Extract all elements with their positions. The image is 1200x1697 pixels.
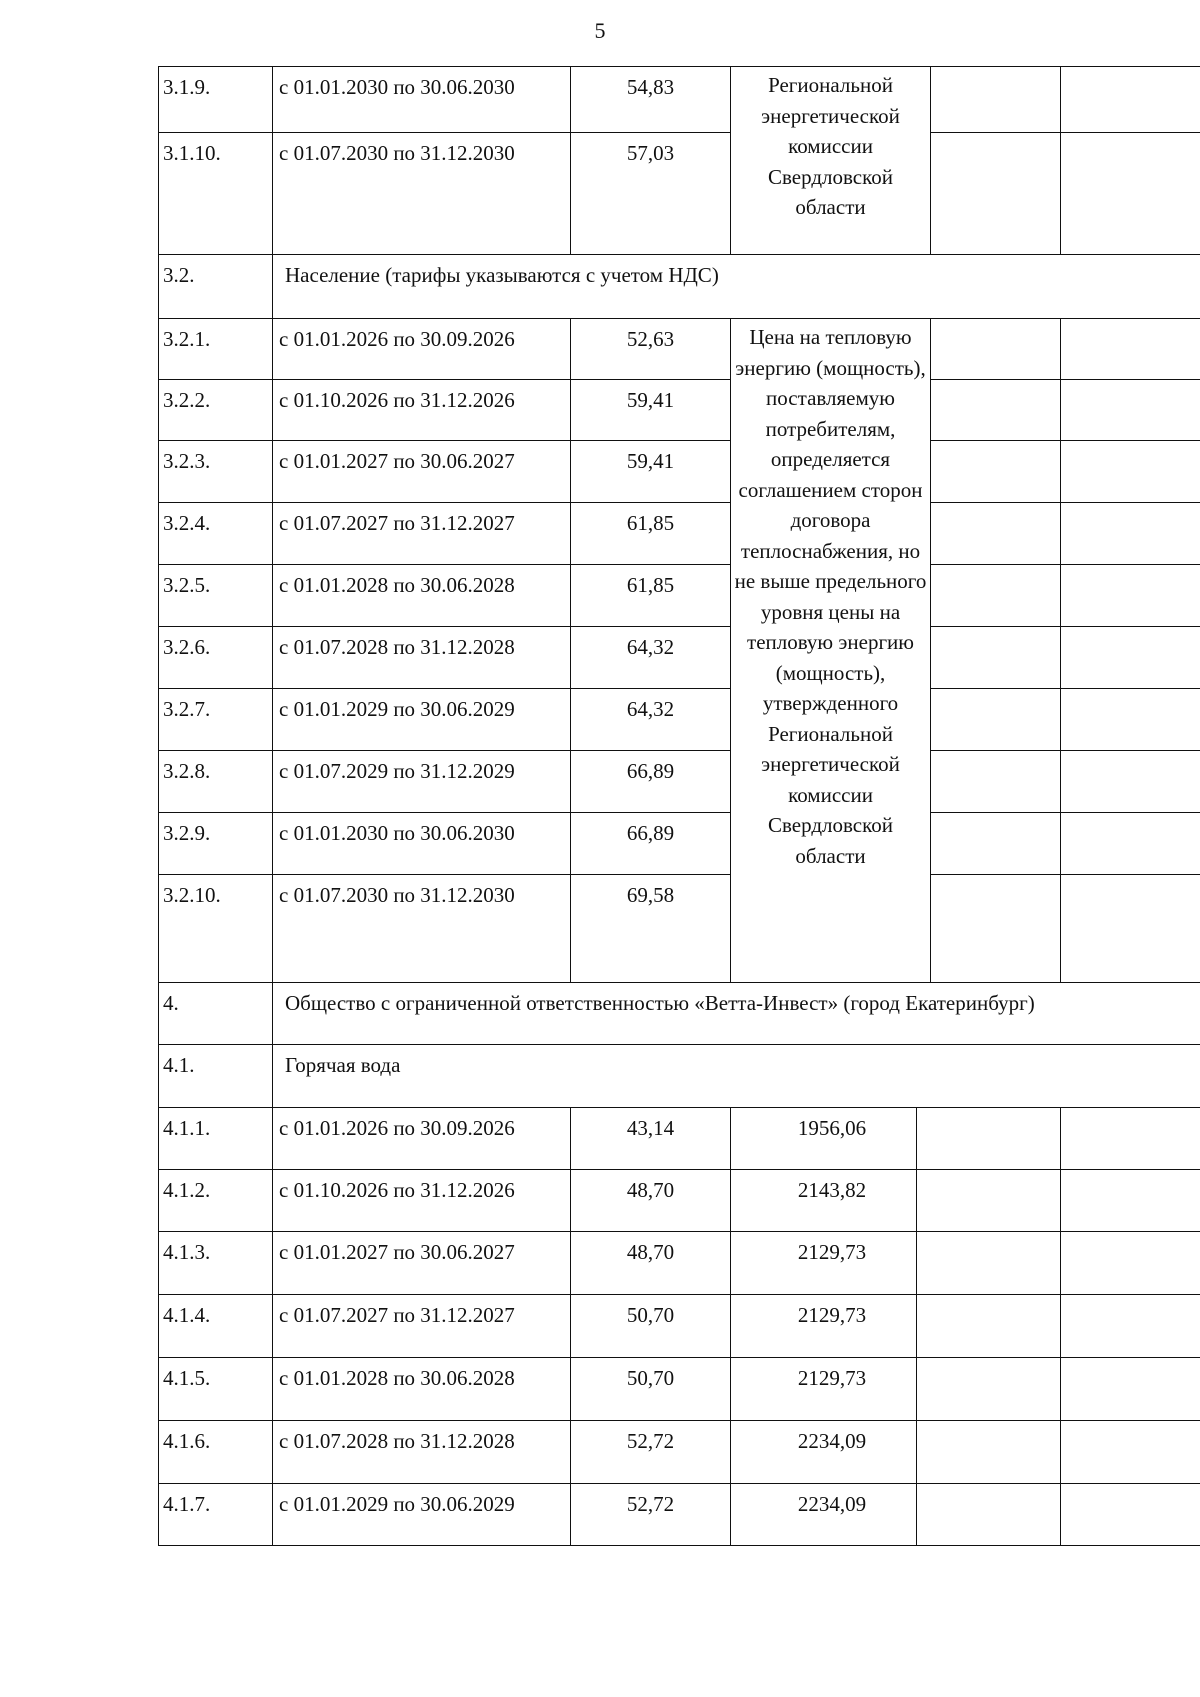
table-row bbox=[159, 1170, 1200, 1232]
table-row bbox=[159, 875, 1200, 983]
section-number: 4.1. bbox=[159, 1045, 273, 1108]
row-number: 3.2.3. bbox=[159, 441, 273, 503]
table-row bbox=[159, 441, 1200, 503]
section-title: Горячая вода bbox=[273, 1045, 1200, 1108]
row-period: с 01.01.2029 по 30.06.2029 bbox=[273, 689, 571, 751]
section-title: Население (тарифы указываются с учетом НДС) bbox=[273, 255, 1200, 319]
row-price: 61,85 bbox=[571, 565, 731, 627]
row-price-component-1: 50,70 bbox=[571, 1358, 731, 1421]
empty-cell bbox=[931, 813, 1061, 875]
row-period: с 01.07.2027 по 31.12.2027 bbox=[273, 1295, 571, 1358]
empty-cell bbox=[917, 1108, 1061, 1170]
empty-cell bbox=[1061, 875, 1200, 983]
row-period: с 01.07.2027 по 31.12.2027 bbox=[273, 503, 571, 565]
row-number: 3.2.1. bbox=[159, 319, 273, 380]
row-period: с 01.01.2030 по 30.06.2030 bbox=[273, 67, 571, 133]
empty-cell bbox=[1061, 565, 1200, 627]
row-price: 64,32 bbox=[571, 627, 731, 689]
table-row bbox=[159, 133, 1200, 255]
empty-cell bbox=[931, 627, 1061, 689]
empty-cell bbox=[931, 875, 1061, 983]
table-row bbox=[159, 1108, 1200, 1170]
empty-cell bbox=[1061, 67, 1200, 133]
row-number: 4.1.3. bbox=[159, 1232, 273, 1295]
table-row bbox=[159, 67, 1200, 133]
row-period: с 01.01.2030 по 30.06.2030 bbox=[273, 813, 571, 875]
table-row bbox=[159, 319, 1200, 380]
empty-cell bbox=[917, 1295, 1061, 1358]
empty-cell bbox=[1061, 627, 1200, 689]
empty-cell bbox=[917, 1170, 1061, 1232]
empty-cell bbox=[1061, 813, 1200, 875]
row-price-component-1: 52,72 bbox=[571, 1421, 731, 1484]
row-price-component-1: 52,72 bbox=[571, 1484, 731, 1546]
table-row bbox=[159, 1421, 1200, 1484]
row-number: 3.2.10. bbox=[159, 875, 273, 983]
empty-cell bbox=[1061, 689, 1200, 751]
empty-cell bbox=[1061, 319, 1200, 380]
row-price: 52,63 bbox=[571, 319, 731, 380]
section-header-row bbox=[159, 255, 1200, 319]
row-period: с 01.07.2029 по 31.12.2029 bbox=[273, 751, 571, 813]
empty-cell bbox=[931, 751, 1061, 813]
empty-cell bbox=[1061, 133, 1200, 255]
row-period: с 01.01.2026 по 30.09.2026 bbox=[273, 319, 571, 380]
table-row bbox=[159, 565, 1200, 627]
row-number: 3.2.6. bbox=[159, 627, 273, 689]
table-row bbox=[159, 689, 1200, 751]
section-number: 3.2. bbox=[159, 255, 273, 319]
row-number: 3.1.10. bbox=[159, 133, 273, 255]
row-price-component-2: 1956,06 bbox=[731, 1108, 917, 1170]
section-header-row bbox=[159, 1045, 1200, 1108]
empty-cell bbox=[917, 1421, 1061, 1484]
empty-cell bbox=[931, 133, 1061, 255]
empty-cell bbox=[931, 319, 1061, 380]
table-row bbox=[159, 1295, 1200, 1358]
row-price-component-2: 2143,82 bbox=[731, 1170, 917, 1232]
row-price: 66,89 bbox=[571, 751, 731, 813]
row-number: 3.2.2. bbox=[159, 380, 273, 441]
row-price-component-2: 2129,73 bbox=[731, 1358, 917, 1421]
section-title: Общество с ограниченной ответственностью «Ветта-Инвест» (город Екатеринбург) bbox=[273, 983, 1200, 1045]
row-period: с 01.10.2026 по 31.12.2026 bbox=[273, 1170, 571, 1232]
row-price: 64,32 bbox=[571, 689, 731, 751]
row-period: с 01.10.2026 по 31.12.2026 bbox=[273, 380, 571, 441]
row-number: 3.1.9. bbox=[159, 67, 273, 133]
tariff-table bbox=[158, 66, 1200, 1546]
row-price: 69,58 bbox=[571, 875, 731, 983]
row-period: с 01.07.2030 по 31.12.2030 bbox=[273, 875, 571, 983]
empty-cell bbox=[931, 380, 1061, 441]
empty-cell bbox=[1061, 1108, 1200, 1170]
section-number: 4. bbox=[159, 983, 273, 1045]
row-price-component-2: 2234,09 bbox=[731, 1421, 917, 1484]
row-price: 54,83 bbox=[571, 67, 731, 133]
empty-cell bbox=[1061, 1295, 1200, 1358]
row-period: с 01.07.2028 по 31.12.2028 bbox=[273, 1421, 571, 1484]
empty-cell bbox=[1061, 751, 1200, 813]
empty-cell bbox=[1061, 1232, 1200, 1295]
table-row bbox=[159, 1484, 1200, 1546]
empty-cell bbox=[917, 1484, 1061, 1546]
price-note-cell: Региональной энергетической комиссии Свердловской области bbox=[731, 67, 931, 255]
empty-cell bbox=[931, 689, 1061, 751]
empty-cell bbox=[1061, 1358, 1200, 1421]
row-price: 59,41 bbox=[571, 380, 731, 441]
row-number: 3.2.7. bbox=[159, 689, 273, 751]
table-row bbox=[159, 813, 1200, 875]
row-price-component-1: 48,70 bbox=[571, 1232, 731, 1295]
row-price: 61,85 bbox=[571, 503, 731, 565]
row-price: 66,89 bbox=[571, 813, 731, 875]
empty-cell bbox=[931, 565, 1061, 627]
row-number: 4.1.4. bbox=[159, 1295, 273, 1358]
table-row bbox=[159, 503, 1200, 565]
empty-cell bbox=[1061, 1170, 1200, 1232]
section-header-row bbox=[159, 983, 1200, 1045]
row-period: с 01.07.2030 по 31.12.2030 bbox=[273, 133, 571, 255]
row-price-component-1: 48,70 bbox=[571, 1170, 731, 1232]
row-period: с 01.01.2027 по 30.06.2027 bbox=[273, 1232, 571, 1295]
row-number: 4.1.2. bbox=[159, 1170, 273, 1232]
empty-cell bbox=[931, 67, 1061, 133]
row-period: с 01.01.2027 по 30.06.2027 bbox=[273, 441, 571, 503]
table-row bbox=[159, 1232, 1200, 1295]
row-price-component-1: 43,14 bbox=[571, 1108, 731, 1170]
row-number: 4.1.5. bbox=[159, 1358, 273, 1421]
row-price-component-1: 50,70 bbox=[571, 1295, 731, 1358]
row-number: 3.2.5. bbox=[159, 565, 273, 627]
row-number: 4.1.6. bbox=[159, 1421, 273, 1484]
row-period: с 01.01.2028 по 30.06.2028 bbox=[273, 565, 571, 627]
empty-cell bbox=[917, 1232, 1061, 1295]
table-row bbox=[159, 751, 1200, 813]
row-price-component-2: 2234,09 bbox=[731, 1484, 917, 1546]
row-period: с 01.01.2026 по 30.09.2026 bbox=[273, 1108, 571, 1170]
empty-cell bbox=[1061, 380, 1200, 441]
price-note-cell: Цена на тепловую энергию (мощность), поставляемую потребителям, определяется соглашением сторон договора теплоснабжения, но не выше предельного уровня цены на тепловую энергию (мощность), утвержденного Региональной энергетической комиссии Свердловской области bbox=[731, 319, 931, 983]
row-period: с 01.01.2029 по 30.06.2029 bbox=[273, 1484, 571, 1546]
row-period: с 01.07.2028 по 31.12.2028 bbox=[273, 627, 571, 689]
page-number: 5 bbox=[594, 18, 606, 43]
empty-cell bbox=[1061, 1421, 1200, 1484]
empty-cell bbox=[1061, 1484, 1200, 1546]
empty-cell bbox=[931, 441, 1061, 503]
row-price-component-2: 2129,73 bbox=[731, 1232, 917, 1295]
empty-cell bbox=[917, 1358, 1061, 1421]
table-row bbox=[159, 627, 1200, 689]
empty-cell bbox=[1061, 503, 1200, 565]
row-price: 59,41 bbox=[571, 441, 731, 503]
row-period: с 01.01.2028 по 30.06.2028 bbox=[273, 1358, 571, 1421]
row-number: 3.2.8. bbox=[159, 751, 273, 813]
row-number: 4.1.1. bbox=[159, 1108, 273, 1170]
row-number: 3.2.9. bbox=[159, 813, 273, 875]
row-price-component-2: 2129,73 bbox=[731, 1295, 917, 1358]
row-price: 57,03 bbox=[571, 133, 731, 255]
row-number: 4.1.7. bbox=[159, 1484, 273, 1546]
table-row bbox=[159, 1358, 1200, 1421]
row-number: 3.2.4. bbox=[159, 503, 273, 565]
empty-cell bbox=[931, 503, 1061, 565]
table-row bbox=[159, 380, 1200, 441]
empty-cell bbox=[1061, 441, 1200, 503]
